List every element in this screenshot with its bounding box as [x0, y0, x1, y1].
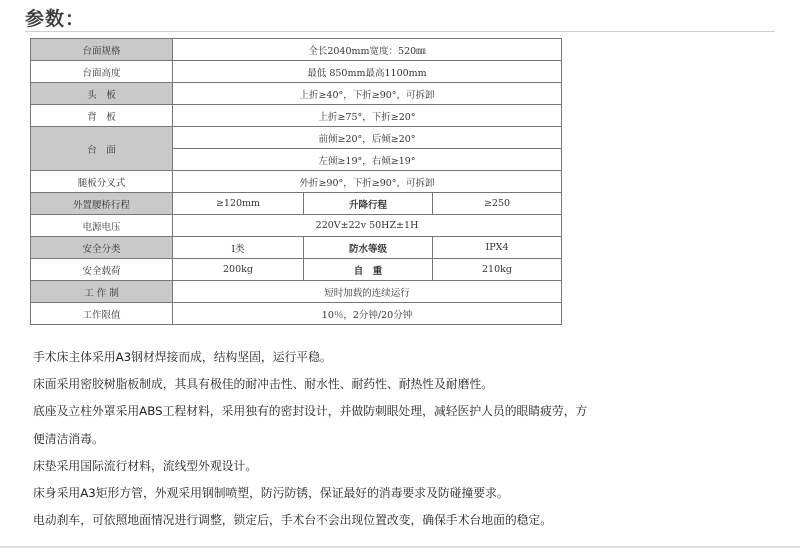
row-label-waist: 外置腰桥行程 [31, 193, 173, 215]
row-value-work: 短时加载的连续运行 [173, 281, 562, 303]
row-value-top-1: 前倾≥20°，后倾≥20° [173, 127, 562, 149]
row-value-lift: ≥250 [433, 193, 562, 215]
table-row [31, 127, 562, 149]
heading-divider [25, 31, 775, 32]
row-label-head: 头 板 [31, 83, 173, 105]
row-value-load: 200kg [173, 259, 304, 281]
table-row [31, 193, 562, 215]
table-row [31, 83, 562, 105]
spec-table [30, 38, 562, 325]
description-line: 床面采用密胶树脂板制成，其具有极佳的耐冲击性、耐水性、耐药性、耐热性及耐磨性。 [33, 377, 494, 392]
description-line: 电动刹车，可依照地面情况进行调整，锁定后，手术台不会出现位置改变，确保手术台地面的稳定。 [33, 513, 553, 528]
row-value-head: 上折≥40°，下折≥90°，可拆卸 [173, 83, 562, 105]
row-label-leg: 腿板分叉式 [31, 171, 173, 193]
description-line: 底座及立柱外罩采用ABS工程材料，采用独有的密封设计，并做防刺眼处理，减轻医护人员的眼睛疲劳，方 [33, 404, 588, 419]
table-row [31, 39, 562, 61]
row-value-size: 全长2040mm宽度：520㎜ [173, 39, 562, 61]
description-line: 便清洁消毒。 [33, 431, 104, 446]
row-value-top-2: 左倾≥19°，右倾≥19° [173, 149, 562, 171]
row-label-power: 电源电压 [31, 215, 173, 237]
row-label-lift: 升降行程 [304, 193, 433, 215]
row-label-top: 台 面 [31, 127, 173, 171]
row-label-work: 工 作 制 [31, 281, 173, 303]
row-value-limit: 10％，2分钟/20分钟 [173, 303, 562, 325]
table-row [31, 215, 562, 237]
table-row [31, 61, 562, 83]
row-label-load: 安全载荷 [31, 259, 173, 281]
row-label-height: 台面高度 [31, 61, 173, 83]
table-row [31, 259, 562, 281]
row-value-back: 上折≥75°，下折≥20° [173, 105, 562, 127]
description-block [33, 344, 773, 534]
table-row [31, 303, 562, 325]
row-label-safety: 安全分类 [31, 237, 173, 259]
row-value-leg: 外折≥90°，下折≥90°，可拆卸 [173, 171, 562, 193]
description-line: 床垫采用国际流行材料，流线型外观设计。 [33, 458, 258, 473]
page-heading: 参数： [25, 8, 86, 30]
table-row [31, 281, 562, 303]
table-row [31, 105, 562, 127]
row-value-safety: Ⅰ类 [173, 237, 304, 259]
row-label-size: 台面规格 [31, 39, 173, 61]
row-value-power: 220V±22v 50HZ±1H [173, 215, 562, 237]
row-label-weight: 自 重 [304, 259, 433, 281]
description-line: 手术床主体采用A3钢材焊接而成，结构坚固，运行平稳。 [33, 350, 332, 364]
row-value-height: 最低 850mm最高1100mm [173, 61, 562, 83]
row-value-waist: ≥120mm [173, 193, 304, 215]
table-row [31, 237, 562, 259]
row-label-back: 背 板 [31, 105, 173, 127]
row-label-waterproof: 防水等级 [304, 237, 433, 259]
table-row [31, 171, 562, 193]
row-label-limit: 工作限值 [31, 303, 173, 325]
row-value-weight: 210kg [433, 259, 562, 281]
row-value-waterproof: IPX4 [433, 237, 562, 259]
description-line: 床身采用A3矩形方管，外观采用钢制喷塑，防污防锈，保证最好的消毒要求及防碰撞要求。 [33, 486, 509, 501]
